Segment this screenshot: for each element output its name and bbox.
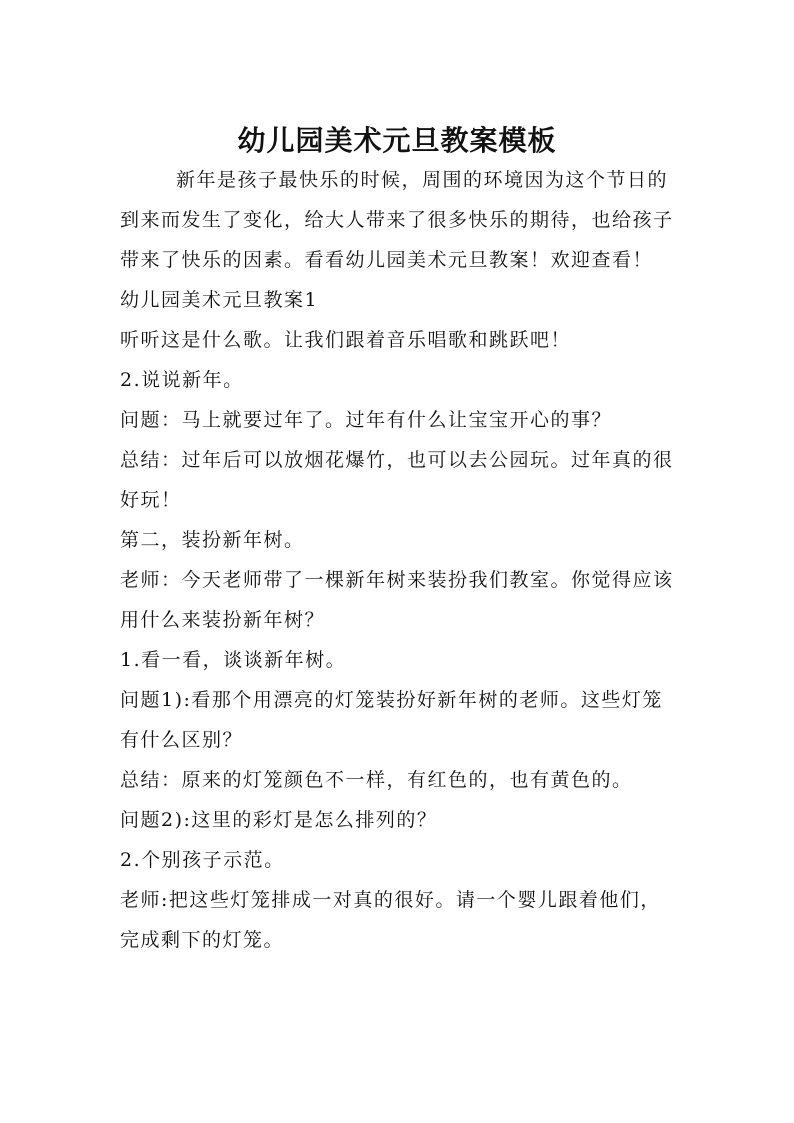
- paragraph: 问题2):这里的彩灯是怎么排列的？: [120, 809, 438, 831]
- paragraph: 1.看一看，谈谈新年树。: [120, 649, 347, 671]
- section-heading: 幼儿园美术元旦教案1: [120, 289, 319, 311]
- paragraph: 老师:把这些灯笼排成一对真的很好。请一个婴儿跟着他们，完成剩下的灯笼。: [120, 889, 661, 951]
- paragraph: 2.个别孩子示范。: [120, 849, 285, 871]
- paragraph: 2.说说新年。: [120, 369, 244, 391]
- paragraph: 第二，装扮新年树。: [120, 529, 305, 551]
- paragraph: 总结：过年后可以放烟花爆竹，也可以去公园玩。过年真的很好玩！: [120, 449, 674, 511]
- paragraph: 问题：马上就要过年了。过年有什么让宝宝开心的事？: [120, 409, 613, 431]
- paragraph: 总结：原来的灯笼颜色不一样，有红色的，也有黄色的。: [120, 769, 633, 791]
- paragraph: 老师：今天老师带了一棵新年树来装扮我们教室。你觉得应该用什么来装扮新年树？: [120, 569, 674, 631]
- document-title: 幼儿园美术元旦教案模板: [237, 123, 557, 157]
- paragraph: 听听这是什么歌。让我们跟着音乐唱歌和跳跃吧！: [120, 329, 572, 351]
- intro-paragraph: 新年是孩子最快乐的时候，周围的环境因为这个节日的到来而发生了变化，给大人带来了很多快乐的期待，也给孩子带来了快乐的因素。看看幼儿园美术元旦教案！欢迎查看！: [120, 169, 674, 271]
- document-body: [120, 160, 680, 960]
- paragraph: 问题1):看那个用漂亮的灯笼装扮好新年树的老师。这些灯笼有什么区别？: [120, 689, 663, 751]
